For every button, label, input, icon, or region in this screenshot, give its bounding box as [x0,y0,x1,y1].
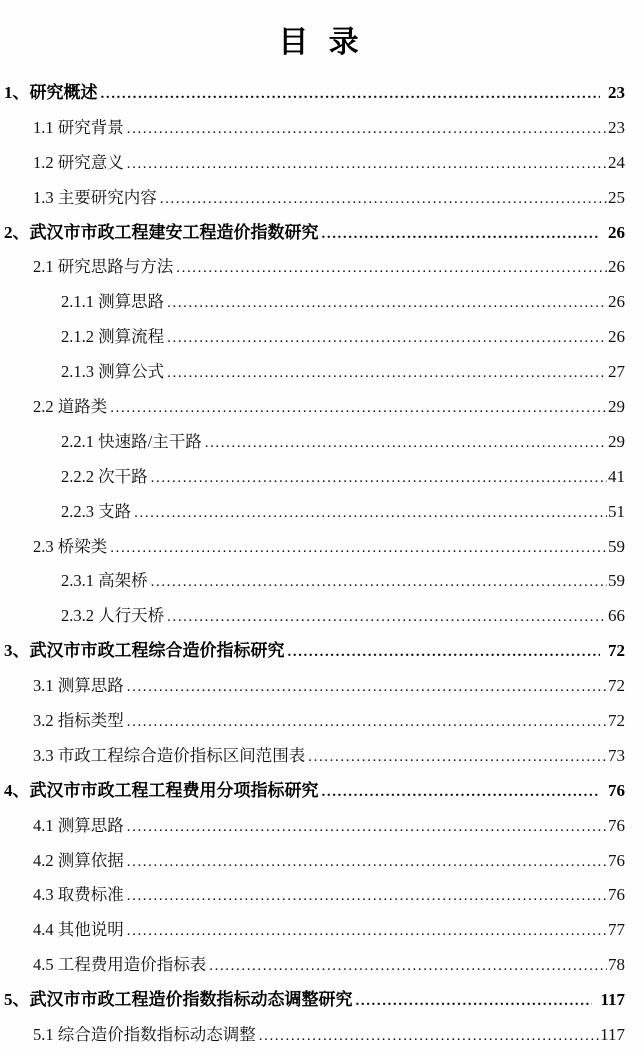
toc-entry-label: 3.1 测算思路 [33,676,124,696]
toc-entry-row [0,250,625,285]
toc-entry-label: 2.1.2 测算流程 [61,327,165,347]
toc-entry-page-number: 117 [600,1025,625,1045]
toc-entry-label: 3.2 指标类型 [33,711,124,731]
leader-dots [101,77,601,112]
leader-dots [259,1019,599,1053]
leader-dots [167,286,607,321]
leader-dots [151,565,607,600]
toc-entry-page-number: 76 [608,780,625,800]
leader-dots [110,391,607,426]
toc-entry-page-number: 72 [608,641,625,661]
toc-entry-row [0,913,625,948]
leader-dots [322,217,601,252]
toc-entry-label: 4.1 测算思路 [33,815,124,835]
page-title: 目 录 [278,26,365,59]
toc-entry-page-number: 51 [608,501,625,521]
toc-entry-label: 3、武汉市市政工程综合造价指标研究 [4,641,285,661]
toc-entry-page-number: 76 [608,885,625,905]
leader-dots [205,426,607,461]
toc-entry-label: 5.1 综合造价指数指标动态调整 [33,1025,256,1045]
toc-entry-label: 4、武汉市市政工程工程费用分项指标研究 [4,780,319,800]
toc-entry-page-number: 76 [608,815,625,835]
toc-entry-label: 1、研究概述 [4,83,98,102]
leader-dots [127,845,607,880]
toc-entry-label: 1.2 研究意义 [33,152,124,172]
leader-dots [160,182,607,217]
toc-entry-row [0,1018,625,1053]
toc-entry-page-number: 72 [608,676,625,696]
toc-entry-label: 4.2 测算依据 [33,850,124,870]
toc-entry-label: 2、武汉市市政工程建安工程造价指数研究 [4,222,319,242]
toc-entry-label: 2.1.3 测算公式 [61,362,165,382]
leader-dots [356,984,593,1019]
leader-dots [127,879,607,914]
toc-entry-label: 1.1 研究背景 [33,117,124,137]
leader-dots [288,635,601,670]
leader-dots [209,949,607,984]
toc-entry-label: 3.3 市政工程综合造价指标区间范围表 [33,745,306,765]
leader-dots [134,496,607,531]
toc-entry-page-number: 24 [608,152,625,172]
toc-entry-page-number: 29 [608,431,625,451]
leader-dots [176,251,607,286]
toc-entry-row [0,495,625,530]
toc-entry-page-number: 29 [608,397,625,417]
leader-dots [308,740,607,775]
toc-entry-label: 2.3.1 高架桥 [61,571,148,591]
toc-entry-row [0,983,625,1018]
toc-entry-row [0,76,625,111]
leader-dots [167,356,607,391]
leader-dots [127,112,607,147]
toc-entry-row [0,285,625,320]
toc-entry-page-number: 26 [608,222,625,242]
toc-entry-row [0,355,625,390]
toc-entry-page-number: 59 [608,571,625,591]
toc-entry-row [0,704,625,739]
toc-entry-row [0,216,625,251]
toc-entry-label: 2.2.1 快速路/主干路 [61,431,202,451]
toc-entry-page-number: 78 [608,955,625,975]
leader-dots [127,705,607,740]
toc-entry-page-number: 77 [608,920,625,940]
toc-entry-row [0,390,625,425]
toc-entry-row [0,774,625,809]
toc-entry-row [0,809,625,844]
toc-entry-page-number: 25 [608,187,625,207]
toc-entry-label: 2.2.3 支路 [61,501,132,521]
toc-entry-label: 4.4 其他说明 [33,920,124,940]
toc-entry-label: 1.3 主要研究内容 [33,187,157,207]
toc-entry-page-number: 26 [608,257,625,277]
toc-entry-row [0,739,625,774]
toc-entry-label: 2.2.2 次干路 [61,466,148,486]
toc-entry-row [0,878,625,913]
toc-entry-row [0,111,625,146]
leader-dots [151,461,607,496]
toc-entry-row [0,634,625,669]
toc-entry-label: 2.1.1 测算思路 [61,292,165,312]
toc-entry-page-number: 27 [608,362,625,382]
toc-entry-row [0,599,625,634]
toc-entry-row [0,320,625,355]
leader-dots [110,531,607,566]
toc-entry-label: 4.5 工程费用造价指标表 [33,955,207,975]
toc-entry-row [0,669,625,704]
toc-entry-page-number: 23 [608,83,625,102]
toc-entry-row [0,146,625,181]
toc-entry-page-number: 117 [600,990,625,1010]
toc-entry-row [0,530,625,565]
toc-entry-row [0,844,625,879]
toc-list [0,76,643,1053]
toc-entry-row [0,460,625,495]
toc-entry-label: 4.3 取费标准 [33,885,124,905]
toc-entry-page-number: 73 [608,745,625,765]
toc-entry-label: 5、武汉市市政工程造价指数指标动态调整研究 [4,990,353,1010]
toc-entry-row [0,181,625,216]
leader-dots [127,810,607,845]
toc-entry-row [0,948,625,983]
toc-entry-page-number: 23 [608,117,625,137]
leader-dots [322,775,601,810]
leader-dots [167,600,607,635]
toc-entry-label: 2.3 桥梁类 [33,536,108,556]
leader-dots [127,147,607,182]
toc-entry-row [0,425,625,460]
leader-dots [127,670,607,705]
leader-dots [167,321,607,356]
toc-entry-page-number: 41 [608,466,625,486]
toc-entry-label: 2.3.2 人行天桥 [61,606,165,626]
toc-entry-page-number: 26 [608,327,625,347]
toc-entry-page-number: 66 [608,606,625,626]
toc-entry-label: 2.1 研究思路与方法 [33,257,174,277]
leader-dots [127,914,607,949]
toc-entry-page-number: 76 [608,850,625,870]
toc-entry-page-number: 72 [608,711,625,731]
toc-entry-row [0,564,625,599]
toc-entry-page-number: 59 [608,536,625,556]
toc-entry-label: 2.2 道路类 [33,397,108,417]
toc-entry-page-number: 26 [608,292,625,312]
